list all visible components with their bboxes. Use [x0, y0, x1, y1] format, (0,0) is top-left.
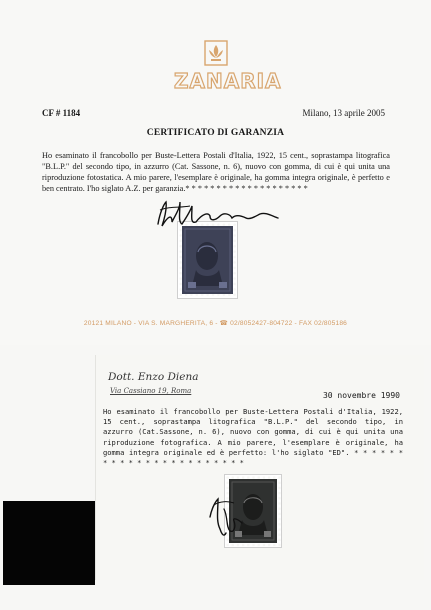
- certificate-diena: [95, 355, 424, 580]
- certificate-title: CERTIFICATO DI GARANZIA: [146, 128, 285, 138]
- certificate-text: Ho esaminato il francobollo per Buste-Lettera Postali d'Italia, 1922, 15 cent., soprastampa litografica "B.L.P." del secondo tipo, in azzurro (Cat.Sassone, n. 6), nuovo con gomma, di cui è qui unita una riproduzione fotografica. A mio parere, l'esemplare è originale, ha gomma integra originale ed è perfetto: l'ho siglato "ED". * * * * * * * * * * * * * * * * * * * * * * *: [103, 407, 403, 468]
- signature-bottom: [204, 487, 264, 547]
- certificate-number: CF # 1184: [42, 108, 81, 118]
- scan-black-area: [3, 501, 95, 585]
- letterhead: [108, 371, 228, 409]
- lily-emblem-icon: [204, 40, 228, 66]
- logo-wordmark: ZANARIA: [174, 69, 282, 93]
- signature-top: [150, 194, 290, 234]
- letterhead-name: Dott. Enzo Diena: [108, 371, 199, 383]
- king-portrait-icon: [182, 226, 233, 294]
- zanaria-logo: [156, 40, 282, 95]
- certificate-text: Ho esaminato il francobollo per Buste-Lettera Postali d'Italia, 1922, 15 cent., soprastampa litografica "B.L.P." del secondo tipo, in azzurro (Cat. Sassone, n. 6), nuovo con gomma, di cui è qui unita una riproduzione fotostatica. A mio parere, l'esemplare è originale, ha gomma integra originale, è perfetto e ben centrato. I'ho siglato A.Z. per garanzia.* * * * * * * * * * * * * * * * * * * *: [42, 151, 390, 193]
- stamp-portrait: [182, 226, 233, 294]
- certificate-date: 30 novembre 1990: [322, 391, 400, 400]
- letterhead-address: Via Cassiano 19, Roma: [110, 387, 192, 395]
- certificate-date: Milano, 13 aprile 2005: [302, 108, 385, 118]
- company-address: 20121 MILANO - VIA S. MARGHERITA, 6 - ☎ 02/8052427-804722 - FAX 02/805186: [83, 320, 348, 327]
